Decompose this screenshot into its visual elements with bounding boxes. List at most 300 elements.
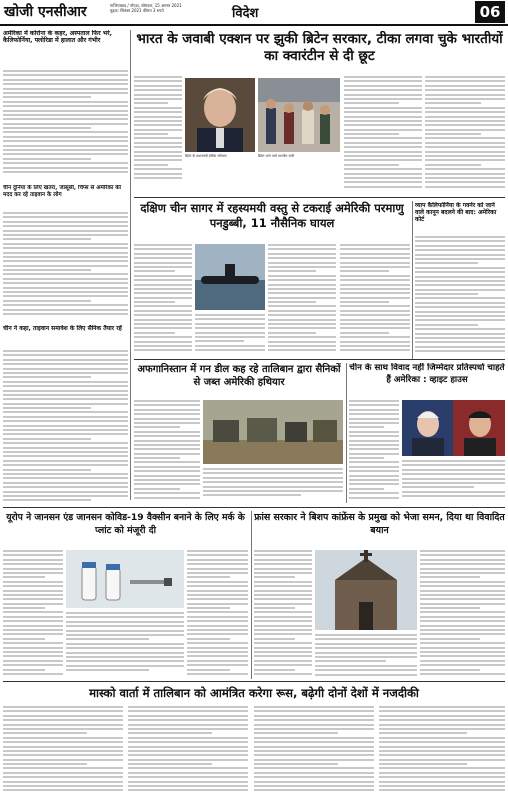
text-line (254, 568, 312, 570)
text-line (203, 472, 343, 474)
text-line (3, 715, 123, 717)
text-line (134, 492, 200, 494)
text-line (134, 120, 182, 122)
text-line (379, 776, 505, 778)
text-line (128, 772, 248, 774)
trump-story-headline: व्याप कैलिफोर्निया के गवर्नर को जाने वाले कानून बदलने की बाद: अमेरिका कोर्ट (415, 202, 497, 224)
text-line (187, 620, 248, 622)
text-line (268, 332, 316, 334)
text-line (134, 305, 192, 307)
text-line (379, 754, 505, 756)
text-line (3, 451, 128, 453)
text-line (128, 759, 248, 761)
text-line (3, 625, 63, 627)
text-line (3, 647, 63, 649)
text-line (379, 710, 505, 712)
text-line (425, 142, 505, 144)
text-line (420, 559, 505, 561)
text-line (134, 422, 200, 424)
text-line (128, 763, 212, 765)
text-line (3, 265, 128, 267)
text-line (420, 611, 505, 613)
uk-story-body-col4 (425, 76, 505, 194)
text-line (379, 789, 505, 791)
text-line (425, 181, 505, 183)
text-line (402, 486, 474, 488)
text-line (3, 256, 128, 258)
text-line (349, 466, 399, 468)
text-line (3, 88, 128, 90)
whitehouse-story-headline: चीन के साथ विवाद नहीं जिम्मेदार प्रतिस्पर्धा चाहते हैं अमेरिका : व्हाइट हाउस (349, 363, 505, 385)
text-line (268, 257, 336, 259)
text-line (420, 638, 480, 640)
text-line (3, 429, 128, 431)
text-line (128, 776, 248, 778)
text-line (3, 300, 91, 302)
vaccine-story-body-col3 (187, 550, 248, 678)
text-line (134, 332, 175, 334)
text-line (3, 390, 128, 392)
text-line (268, 253, 336, 255)
text-line (344, 142, 422, 144)
text-line (134, 116, 182, 118)
text-line (134, 341, 192, 343)
text-line (3, 581, 63, 583)
text-line (415, 341, 505, 343)
text-line (379, 772, 505, 774)
text-line (420, 673, 505, 675)
text-line (3, 563, 63, 565)
text-line (3, 469, 91, 471)
text-line (254, 590, 312, 592)
text-line (3, 603, 63, 605)
moscow-story-body-col3 (254, 706, 374, 798)
france-story-body-col2 (315, 634, 417, 678)
text-line (3, 455, 128, 457)
left-top-story-headline: अमेरिका में कोरोना के कहर, अस्पताल फिर भरे, कैलिफोर्निया, फ्लोरिडा में हालात और गंभीर (3, 30, 112, 45)
text-line (340, 253, 410, 255)
text-line (268, 323, 336, 325)
lower-divider (251, 511, 252, 679)
text-line (3, 162, 128, 164)
france-story-body-col3 (420, 550, 505, 678)
vaccine-vials-photo (66, 550, 184, 608)
text-line (315, 660, 386, 662)
text-line (349, 426, 384, 428)
text-line (254, 719, 374, 721)
text-line (344, 76, 422, 78)
text-line (344, 116, 422, 118)
text-line (134, 159, 182, 161)
text-line (344, 89, 422, 91)
text-line (134, 76, 182, 78)
text-line (379, 715, 505, 717)
text-line (340, 336, 410, 338)
moscow-story-body-col2 (128, 706, 248, 798)
text-line (134, 457, 180, 459)
text-line (3, 145, 128, 147)
text-line (203, 494, 301, 496)
text-line (128, 741, 248, 743)
text-line (187, 642, 248, 644)
text-line (3, 238, 91, 240)
text-line (340, 305, 410, 307)
text-line (128, 781, 248, 783)
text-line (425, 102, 481, 104)
text-line (3, 442, 128, 444)
text-line (340, 349, 410, 351)
text-line (3, 759, 123, 761)
text-line (187, 559, 248, 561)
left-low-story-headline-box (3, 325, 128, 347)
text-line (3, 407, 91, 409)
text-line (3, 447, 128, 449)
text-line (254, 715, 374, 717)
dateline-line-2: मुद्रक: सितंबर 2021 कीमत 3 रुपये (110, 8, 164, 13)
text-line (415, 302, 505, 304)
text-line (420, 568, 505, 570)
text-line (3, 460, 128, 462)
bottom-rule (3, 681, 505, 682)
text-line (415, 249, 505, 251)
text-line (134, 292, 192, 294)
text-line (402, 482, 505, 484)
text-line (3, 291, 128, 293)
text-line (134, 301, 175, 303)
text-line (425, 111, 505, 113)
text-line (254, 603, 312, 605)
france-story-body-col1 (254, 550, 312, 678)
text-line (379, 746, 505, 748)
text-line (402, 469, 505, 471)
text-line (3, 781, 123, 783)
text-line (128, 732, 212, 734)
text-line (254, 616, 312, 618)
right-divider (412, 201, 413, 359)
text-line (203, 490, 343, 492)
masthead: खोजी एनसीआर (4, 4, 87, 20)
text-line (195, 314, 265, 316)
text-line (254, 673, 312, 675)
text-line (420, 572, 505, 574)
text-line (349, 488, 384, 490)
text-line (425, 98, 505, 100)
airport-travellers-photo (258, 78, 340, 152)
text-line (3, 234, 128, 236)
text-line (3, 651, 63, 653)
text-line (3, 131, 128, 133)
text-line (134, 426, 180, 428)
text-line (349, 422, 399, 424)
text-line (134, 129, 182, 131)
text-line (187, 625, 248, 627)
text-line (3, 350, 128, 352)
vaccine-story-body-col2 (66, 612, 184, 678)
left-low-story-headline: चीन ने कहा, ताइवान समावेश के लिए सैनिक तैयार रहें (3, 325, 122, 332)
text-line (134, 155, 182, 157)
text-line (187, 607, 230, 609)
text-line (134, 270, 175, 272)
submarine-story-body-col4 (340, 244, 410, 356)
text-line (3, 83, 128, 85)
text-line (425, 146, 505, 148)
moscow-story-headline: मास्को वार्ता में तालिबान को आमंत्रित करेगा रूस, बढ़ेगी दोनों देशों में नजदीकी (89, 686, 419, 700)
text-line (3, 776, 123, 778)
text-line (3, 572, 63, 574)
text-line (3, 385, 128, 387)
text-line (268, 314, 336, 316)
text-line (402, 473, 505, 475)
text-line (134, 413, 200, 415)
text-line (187, 673, 248, 675)
text-line (134, 440, 200, 442)
text-line (3, 273, 128, 275)
text-line (66, 634, 184, 636)
text-line (254, 581, 312, 583)
text-line (3, 642, 63, 644)
text-line (3, 620, 63, 622)
text-line (3, 96, 91, 98)
text-line (3, 669, 45, 671)
text-line (134, 314, 192, 316)
text-line (415, 306, 505, 308)
text-line (415, 333, 505, 335)
text-line (3, 629, 63, 631)
text-line (349, 404, 399, 406)
text-line (254, 746, 374, 748)
text-line (3, 416, 128, 418)
text-line (3, 398, 128, 400)
text-line (134, 164, 168, 166)
text-line (420, 660, 505, 662)
text-line (134, 102, 168, 104)
vaccine-story-headline: यूरोप ने जानसन एंड जानसन कोविड-19 वैक्सीन बनाने के लिए मर्क के प्लांट को मंजूरी दी (6, 512, 245, 536)
text-line (349, 461, 399, 463)
left-top-story-body (3, 70, 128, 180)
text-line (344, 168, 422, 170)
text-line (128, 789, 248, 791)
text-line (128, 706, 248, 708)
text-line (340, 341, 410, 343)
text-line (315, 674, 417, 676)
biden-xi-photo (402, 400, 505, 456)
text-line (187, 568, 248, 570)
text-line (3, 655, 63, 657)
text-line (340, 279, 410, 281)
submarine-story-body-col1 (134, 244, 192, 356)
text-line (315, 634, 417, 636)
text-line (134, 177, 182, 179)
text-line (254, 732, 338, 734)
text-line (425, 137, 505, 139)
text-line (254, 781, 374, 783)
uk-story-headline: भारत के जवाबी एक्शन पर झुकी ब्रिटेन सरकार, टीका लगवा चुके भारतीयों का क्वारंटीन से दी छूट (136, 31, 503, 64)
text-line (402, 478, 505, 480)
text-line (134, 107, 182, 109)
text-line (402, 495, 505, 497)
text-line (254, 772, 374, 774)
text-line (254, 737, 374, 739)
text-line (254, 554, 312, 556)
text-line (134, 448, 200, 450)
text-line (349, 440, 399, 442)
text-line (3, 486, 128, 488)
text-line (344, 164, 399, 166)
left-mid-story-body (3, 212, 128, 322)
text-line (134, 80, 182, 82)
text-line (187, 563, 248, 565)
text-line (195, 336, 265, 338)
text-line (340, 275, 410, 277)
text-line (3, 354, 128, 356)
text-line (3, 611, 63, 613)
text-line (415, 319, 505, 321)
text-line (420, 633, 505, 635)
text-line (268, 275, 336, 277)
text-line (3, 167, 128, 169)
text-line (187, 603, 248, 605)
boris-johnson-photo (185, 78, 255, 152)
church-photo (315, 550, 417, 630)
text-line (66, 656, 184, 658)
text-line (3, 425, 128, 427)
text-line (254, 550, 312, 552)
text-line (268, 244, 336, 246)
text-line (187, 616, 248, 618)
text-line (3, 295, 128, 297)
text-line (254, 789, 374, 791)
text-line (134, 89, 182, 91)
text-line (344, 107, 422, 109)
text-line (420, 550, 505, 552)
text-line (3, 763, 87, 765)
text-line (340, 257, 410, 259)
text-line (349, 409, 399, 411)
text-line (3, 403, 128, 405)
text-line (3, 772, 123, 774)
text-line (379, 728, 505, 730)
text-line (425, 168, 505, 170)
uk-story-bottom-rule (134, 197, 505, 198)
text-line (195, 318, 265, 320)
vaccine-story-headline-box (3, 511, 248, 547)
text-line (3, 225, 128, 227)
uk-story-body-col1 (134, 76, 182, 186)
text-line (415, 276, 505, 278)
text-line (415, 284, 505, 286)
text-line (349, 475, 399, 477)
text-line (187, 594, 248, 596)
text-line (425, 186, 505, 188)
text-line (344, 129, 422, 131)
text-line (3, 101, 128, 103)
text-line (3, 216, 128, 218)
text-line (344, 102, 399, 104)
text-line (349, 413, 399, 415)
text-line (134, 323, 192, 325)
biden-xi-photo-art (402, 400, 505, 456)
text-line (3, 616, 63, 618)
text-line (268, 310, 336, 312)
text-line (268, 288, 336, 290)
text-line (187, 554, 248, 556)
text-line (315, 638, 417, 640)
text-line (268, 270, 316, 272)
text-line (3, 394, 128, 396)
text-line (3, 287, 128, 289)
text-line (66, 643, 184, 645)
text-line (134, 404, 200, 406)
text-line (254, 559, 312, 561)
text-line (195, 332, 265, 334)
text-line (203, 468, 343, 470)
text-line (340, 262, 410, 264)
text-line (415, 337, 505, 339)
text-line (420, 594, 505, 596)
text-line (134, 345, 192, 347)
text-line (3, 304, 128, 306)
text-line (254, 763, 338, 765)
text-line (254, 629, 312, 631)
text-line (379, 763, 467, 765)
text-line (349, 479, 399, 481)
text-line (3, 260, 128, 262)
text-line (340, 270, 389, 272)
text-line (379, 781, 505, 783)
text-line (344, 186, 422, 188)
text-line (379, 732, 467, 734)
text-line (3, 491, 128, 493)
text-line (268, 305, 336, 307)
text-line (3, 433, 128, 435)
text-line (340, 310, 410, 312)
text-line (268, 301, 316, 303)
text-line (3, 359, 128, 361)
text-line (425, 133, 481, 135)
text-line (254, 785, 374, 787)
text-line (420, 563, 505, 565)
text-line (3, 313, 128, 315)
text-line (254, 669, 295, 671)
submarine-story-headline-box (134, 201, 410, 241)
text-line (187, 655, 248, 657)
text-line (379, 767, 505, 769)
airport-travellers-photo-art (258, 78, 340, 152)
text-line (3, 74, 128, 76)
text-line (3, 594, 63, 596)
text-line (268, 266, 336, 268)
afghan-story-body-col1 (134, 400, 200, 502)
left-mid-story-headline-box (3, 185, 128, 209)
text-line (134, 488, 180, 490)
text-line (3, 110, 128, 112)
text-line (315, 665, 417, 667)
text-line (254, 647, 312, 649)
text-line (402, 491, 505, 493)
text-line (128, 737, 248, 739)
text-line (379, 750, 505, 752)
text-line (425, 76, 505, 78)
text-line (134, 279, 192, 281)
text-line (3, 732, 87, 734)
text-line (134, 124, 182, 126)
text-line (344, 85, 422, 87)
text-line (3, 750, 123, 752)
text-line (415, 297, 505, 299)
text-line (402, 464, 505, 466)
text-line (3, 118, 128, 120)
text-line (415, 262, 478, 264)
